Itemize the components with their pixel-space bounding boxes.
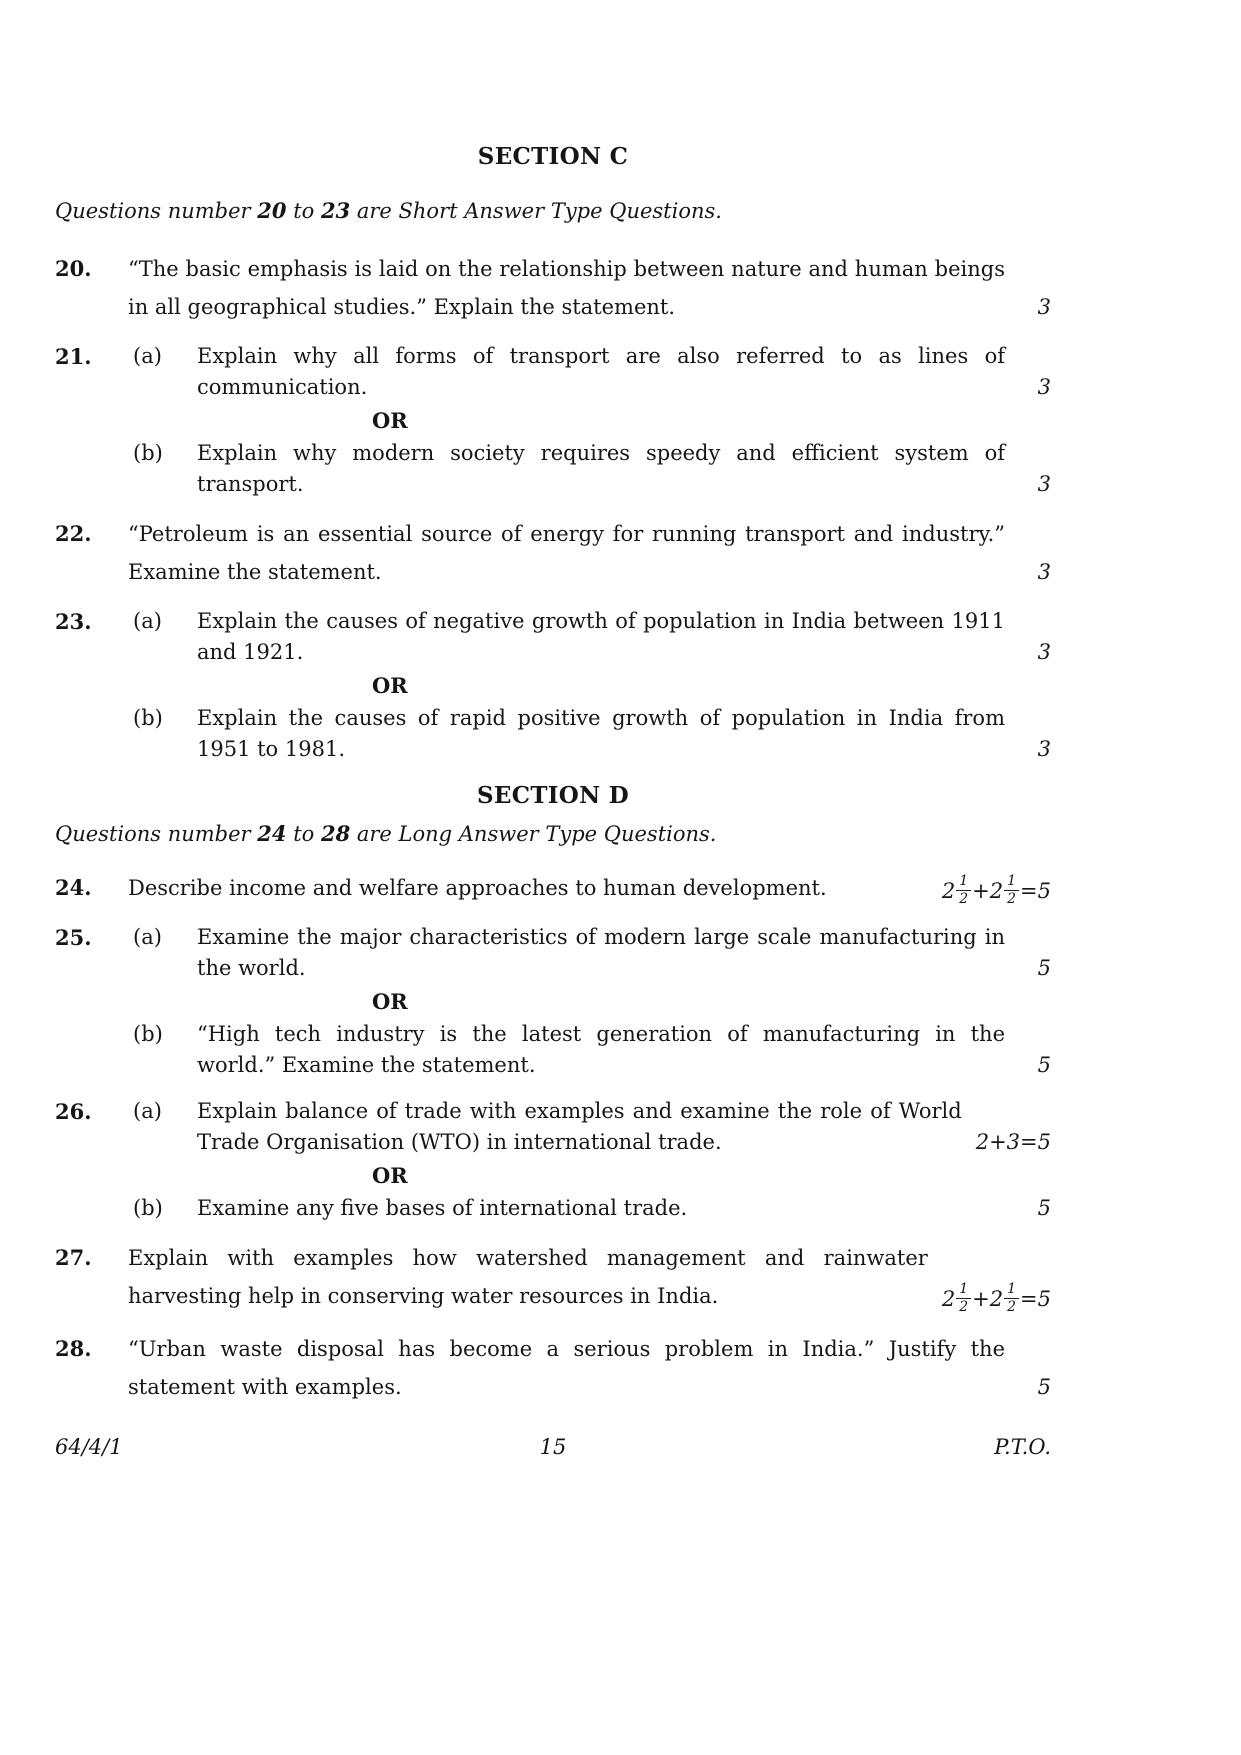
question-number: 22. xyxy=(55,521,92,546)
footer-page-number: 15 xyxy=(539,1435,567,1459)
question-part-b xyxy=(128,703,1051,765)
part-label: (a) xyxy=(133,925,162,949)
question-part-b xyxy=(128,1193,1051,1224)
question-part-a xyxy=(128,922,1051,984)
part-marks: 3 xyxy=(1037,472,1051,496)
fraction-numerator: 1 xyxy=(956,874,971,891)
section-d-title: SECTION D xyxy=(476,782,630,809)
part-text: Explain why modern society requires speedy and efficient system of transport. xyxy=(197,441,1005,496)
question-28 xyxy=(55,1330,1051,1406)
question-27 xyxy=(55,1239,1051,1315)
question-text: “The basic emphasis is laid on the relationship between nature and human beings in all geographical studies.” Explain the statement. xyxy=(128,257,1005,319)
part-label: (b) xyxy=(133,1022,163,1046)
question-text: Explain with examples how watershed management and rainwater harvesting help in conserving water resources in India. xyxy=(128,1246,928,1308)
part-marks: 5 xyxy=(1037,1053,1051,1077)
question-21 xyxy=(55,341,1051,500)
question-text: “Petroleum is an essential source of energy for running transport and industry.” Examine the statement. xyxy=(128,522,1005,584)
intro-text-mid: to xyxy=(286,822,321,846)
part-marks: 2+3=5 xyxy=(975,1130,1051,1154)
intro-question-from: 24 xyxy=(257,821,287,846)
question-body xyxy=(128,606,1051,765)
question-22 xyxy=(55,515,1051,591)
part-text: Explain why all forms of transport are also referred to as lines of communication. xyxy=(197,344,1005,399)
marks-whole-1: 2 xyxy=(941,1286,956,1311)
question-marks: 5 xyxy=(1037,1375,1051,1399)
section-c-title: SECTION C xyxy=(477,143,629,170)
marks-total: =5 xyxy=(1020,878,1051,903)
part-marks: 3 xyxy=(1037,375,1051,399)
or-separator: OR xyxy=(372,989,408,1014)
or-separator: OR xyxy=(372,1163,408,1188)
marks-whole-2: +2 xyxy=(972,878,1004,903)
part-label: (a) xyxy=(133,344,162,368)
question-body xyxy=(128,341,1051,500)
intro-text-post: are Short Answer Type Questions. xyxy=(350,199,722,223)
part-text: Examine any five bases of international trade. xyxy=(197,1196,688,1220)
question-marks-fraction xyxy=(942,874,1051,907)
part-text: Explain balance of trade with examples and examine the role of World Trade Organisation (WTO) in international trade. xyxy=(197,1099,962,1154)
fraction-denominator: 2 xyxy=(1007,891,1017,907)
question-number: 28. xyxy=(55,1336,92,1361)
question-number: 24. xyxy=(55,875,92,900)
question-part-a xyxy=(128,1096,1051,1158)
intro-question-to: 28 xyxy=(320,821,351,846)
section-d-intro xyxy=(55,819,1051,849)
fraction-denominator: 2 xyxy=(959,1299,969,1315)
part-marks: 3 xyxy=(1037,640,1051,664)
marks-total: =5 xyxy=(1020,1286,1051,1311)
section-c-intro xyxy=(55,196,1051,226)
question-number: 20. xyxy=(55,256,92,281)
footer-paper-code: 64/4/1 xyxy=(55,1435,123,1459)
question-text: “Urban waste disposal has become a serious problem in India.” Justify the statement with examples. xyxy=(128,1337,1005,1399)
intro-text-post: are Long Answer Type Questions. xyxy=(350,822,717,846)
intro-text-pre: Questions number xyxy=(55,822,258,846)
question-23 xyxy=(55,606,1051,765)
part-marks: 5 xyxy=(1037,956,1051,980)
fraction-denominator: 2 xyxy=(1007,1299,1017,1315)
question-marks: 3 xyxy=(1037,560,1051,584)
or-separator: OR xyxy=(372,408,408,433)
question-number: 21. xyxy=(55,344,92,369)
question-part-b xyxy=(128,1019,1051,1081)
fraction-1 xyxy=(956,1282,971,1315)
part-text: “High tech industry is the latest generation of manufacturing in the world.” Examine the statement. xyxy=(197,1022,1005,1077)
question-part-a xyxy=(128,341,1051,403)
question-body xyxy=(128,1096,1051,1224)
part-label: (b) xyxy=(133,1196,163,1220)
question-number: 23. xyxy=(55,609,92,634)
part-label: (a) xyxy=(133,1099,162,1123)
part-label: (a) xyxy=(133,609,162,633)
fraction-1 xyxy=(956,874,971,907)
part-text: Explain the causes of negative growth of population in India between 1911 and 1921. xyxy=(197,609,1005,664)
question-part-a xyxy=(128,606,1051,668)
marks-whole-1: 2 xyxy=(941,878,956,903)
question-number: 27. xyxy=(55,1245,92,1270)
part-label: (b) xyxy=(133,706,163,730)
question-24 xyxy=(55,869,1051,907)
intro-question-to: 23 xyxy=(320,198,351,223)
part-text: Explain the causes of rapid positive growth of population in India from 1951 to 1981. xyxy=(197,706,1005,761)
fraction-numerator: 1 xyxy=(1004,874,1019,891)
question-body xyxy=(128,922,1051,1081)
page-footer xyxy=(55,1432,1051,1462)
question-number: 25. xyxy=(55,925,92,950)
question-text: Describe income and welfare approaches to human development. xyxy=(128,876,827,900)
question-marks-fraction xyxy=(942,1282,1051,1315)
intro-text-mid: to xyxy=(286,199,321,223)
question-25 xyxy=(55,922,1051,1081)
question-26 xyxy=(55,1096,1051,1224)
footer-pto: P.T.O. xyxy=(994,1435,1051,1459)
part-marks: 3 xyxy=(1037,737,1051,761)
question-number: 26. xyxy=(55,1099,92,1124)
fraction-2 xyxy=(1004,1282,1019,1315)
part-label: (b) xyxy=(133,441,163,465)
fraction-denominator: 2 xyxy=(959,891,969,907)
fraction-2 xyxy=(1004,874,1019,907)
intro-question-from: 20 xyxy=(257,198,287,223)
question-part-b xyxy=(128,438,1051,500)
marks-whole-2: +2 xyxy=(972,1286,1004,1311)
question-marks: 3 xyxy=(1037,295,1051,319)
part-marks: 5 xyxy=(1037,1196,1051,1220)
question-20 xyxy=(55,250,1051,326)
fraction-numerator: 1 xyxy=(1004,1282,1019,1299)
intro-text-pre: Questions number xyxy=(55,199,258,223)
or-separator: OR xyxy=(372,673,408,698)
fraction-numerator: 1 xyxy=(956,1282,971,1299)
part-text: Examine the major characteristics of modern large scale manufacturing in the world. xyxy=(197,925,1005,980)
